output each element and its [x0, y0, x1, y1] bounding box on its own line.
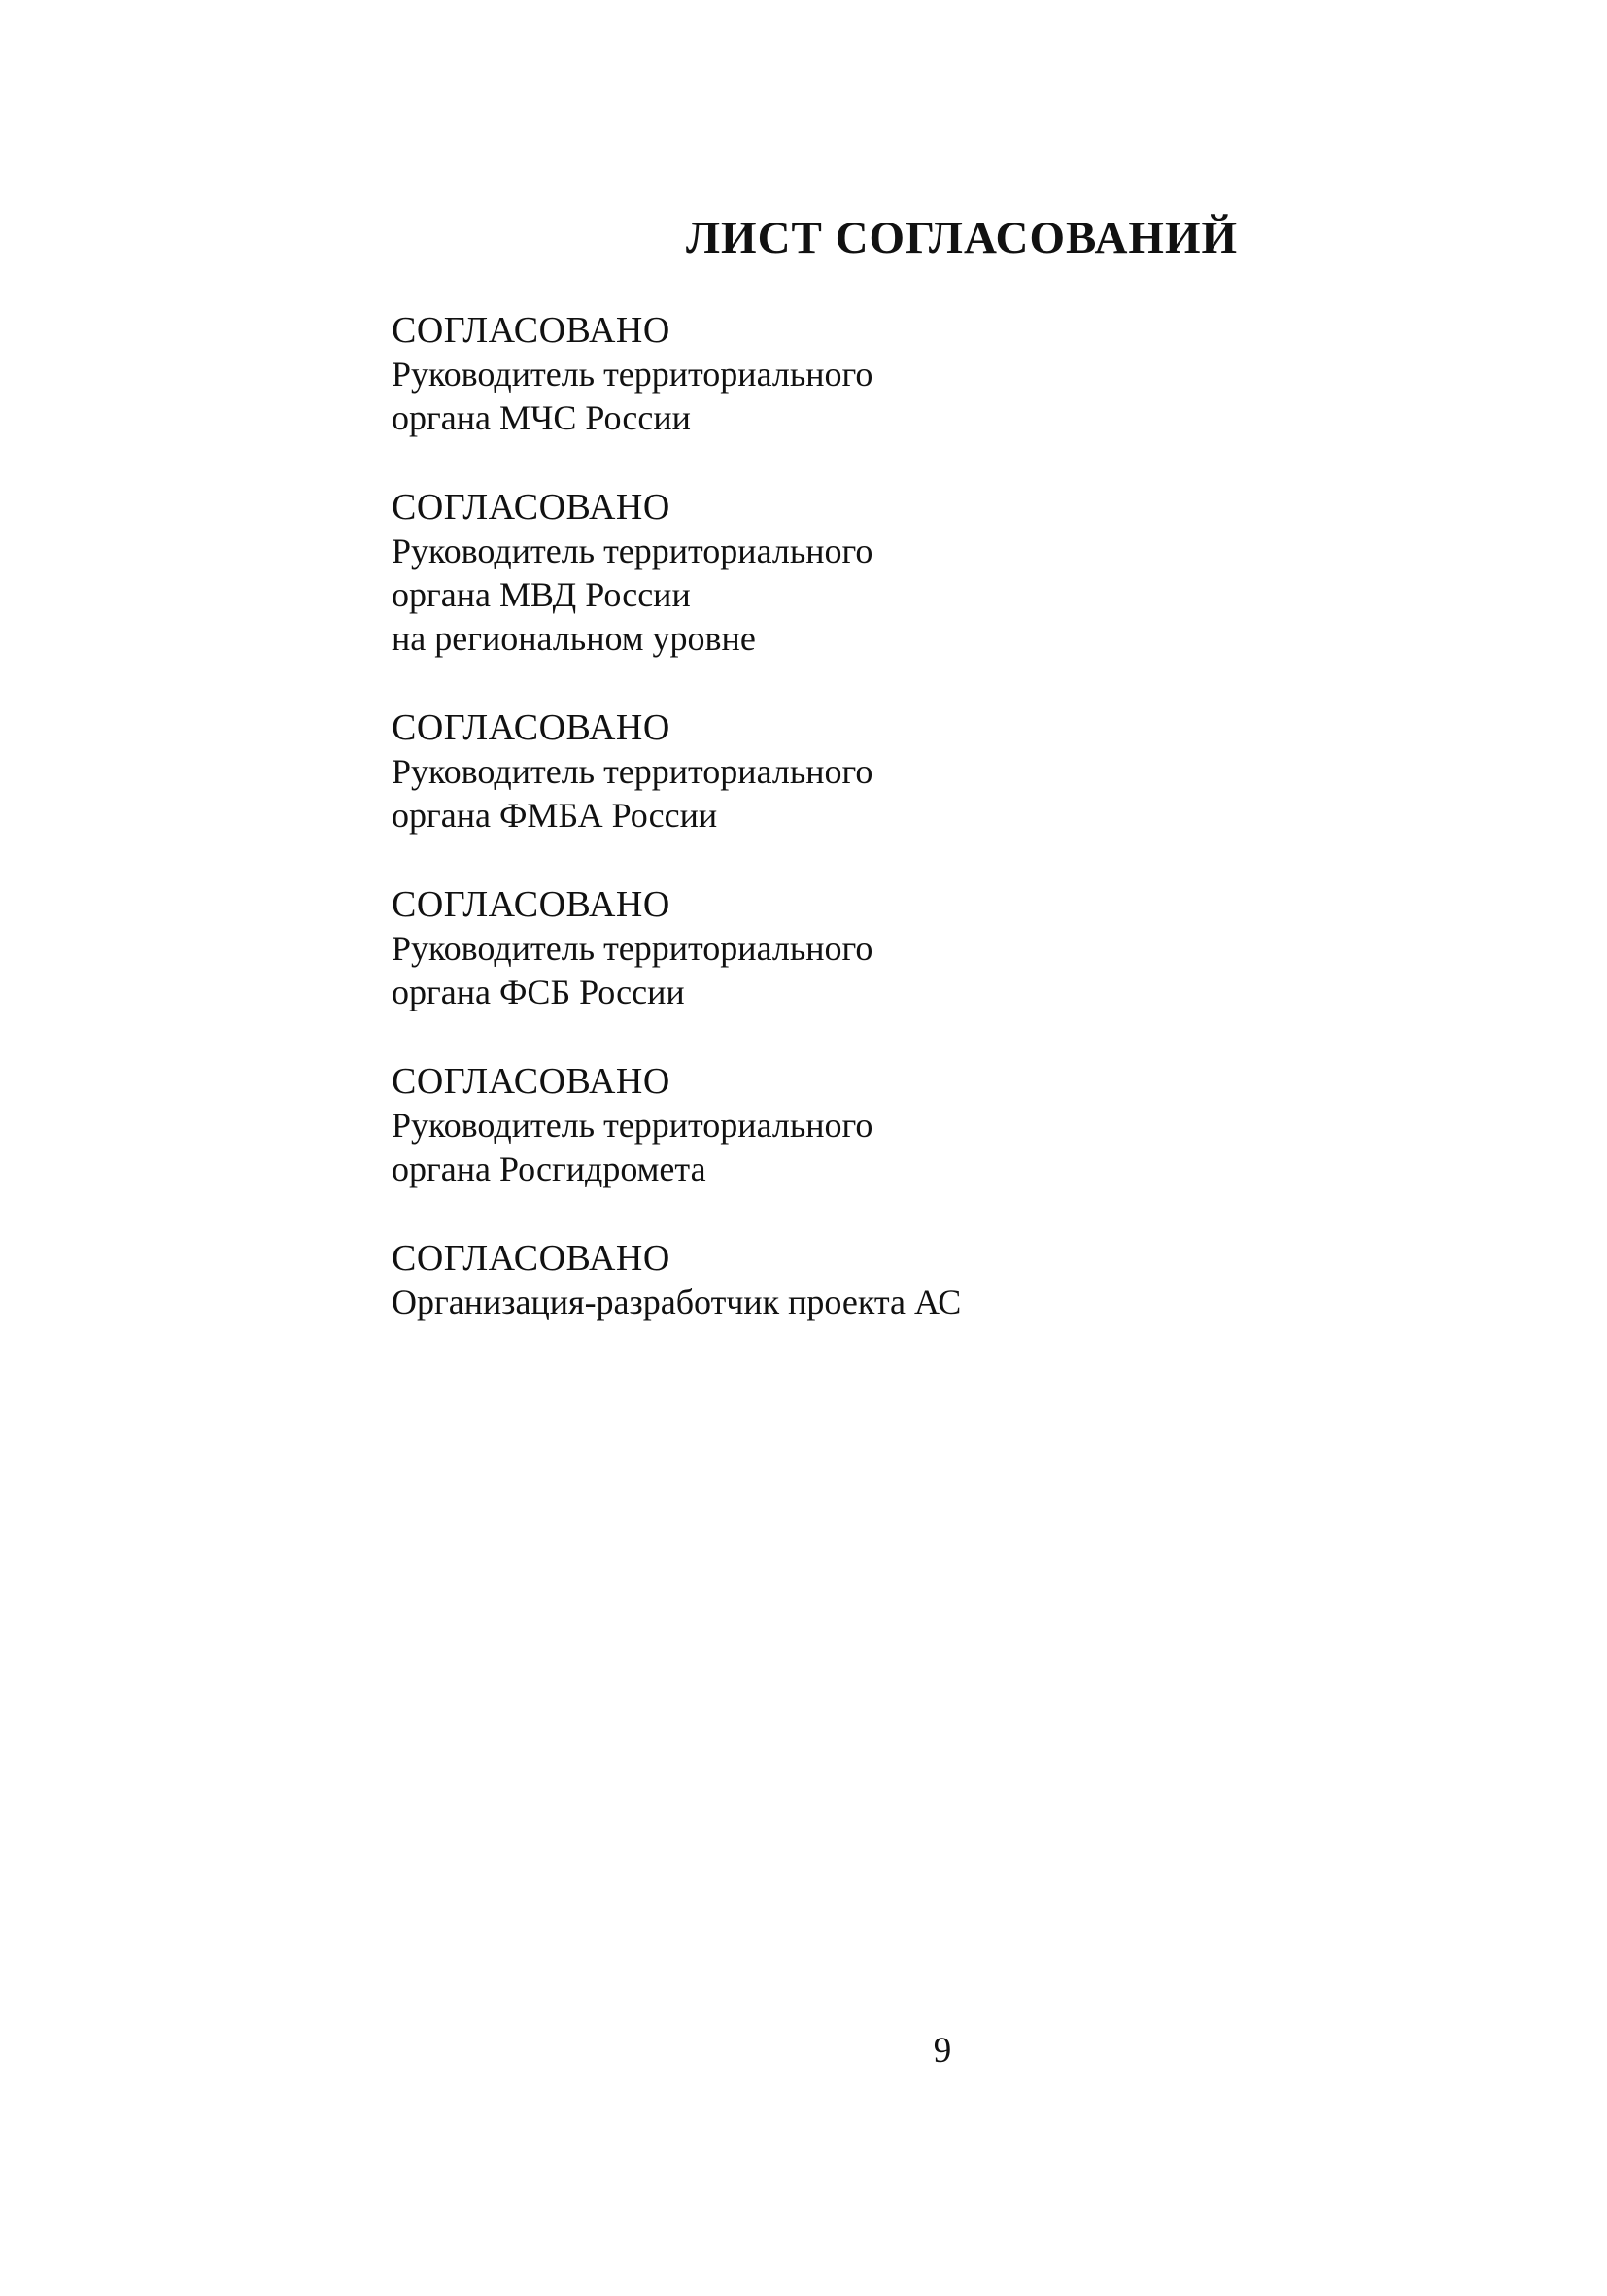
- approval-heading: СОГЛАСОВАНО: [392, 1238, 670, 1279]
- approval-block-fmba: [392, 706, 1460, 838]
- approval-blocks: [392, 309, 1460, 1370]
- approval-heading: СОГЛАСОВАНО: [392, 487, 670, 528]
- approval-line: органа ФСБ России: [392, 973, 685, 1011]
- approval-line: органа МВД России: [392, 575, 691, 614]
- approval-line: Организация-разработчик проекта АС: [392, 1283, 962, 1321]
- approval-block-developer: [392, 1237, 1460, 1324]
- approval-line: органа ФМБА России: [392, 796, 718, 835]
- approval-block-rosgidromet: [392, 1060, 1460, 1191]
- page-number: 9: [933, 2031, 952, 2071]
- approval-block-mchs: [392, 309, 1460, 440]
- approval-line: Руководитель территориального: [392, 355, 873, 394]
- page-title: ЛИСТ СОГЛАСОВАНИЙ: [686, 213, 1239, 263]
- approval-line: Руководитель территориального: [392, 929, 873, 968]
- approval-heading: СОГЛАСОВАНО: [392, 310, 670, 351]
- approval-heading: СОГЛАСОВАНО: [392, 707, 670, 748]
- approval-line: Руководитель территориального: [392, 752, 873, 791]
- approval-heading: СОГЛАСОВАНО: [392, 884, 670, 925]
- approval-line: на региональном уровне: [392, 619, 756, 658]
- approval-block-fsb: [392, 883, 1460, 1014]
- approval-block-mvd: [392, 486, 1460, 661]
- approval-line: Руководитель территориального: [392, 531, 873, 570]
- approval-line: Руководитель территориального: [392, 1106, 873, 1145]
- approval-line: органа МЧС России: [392, 398, 691, 437]
- approval-heading: СОГЛАСОВАНО: [392, 1061, 670, 1102]
- approval-line: органа Росгидромета: [392, 1149, 706, 1188]
